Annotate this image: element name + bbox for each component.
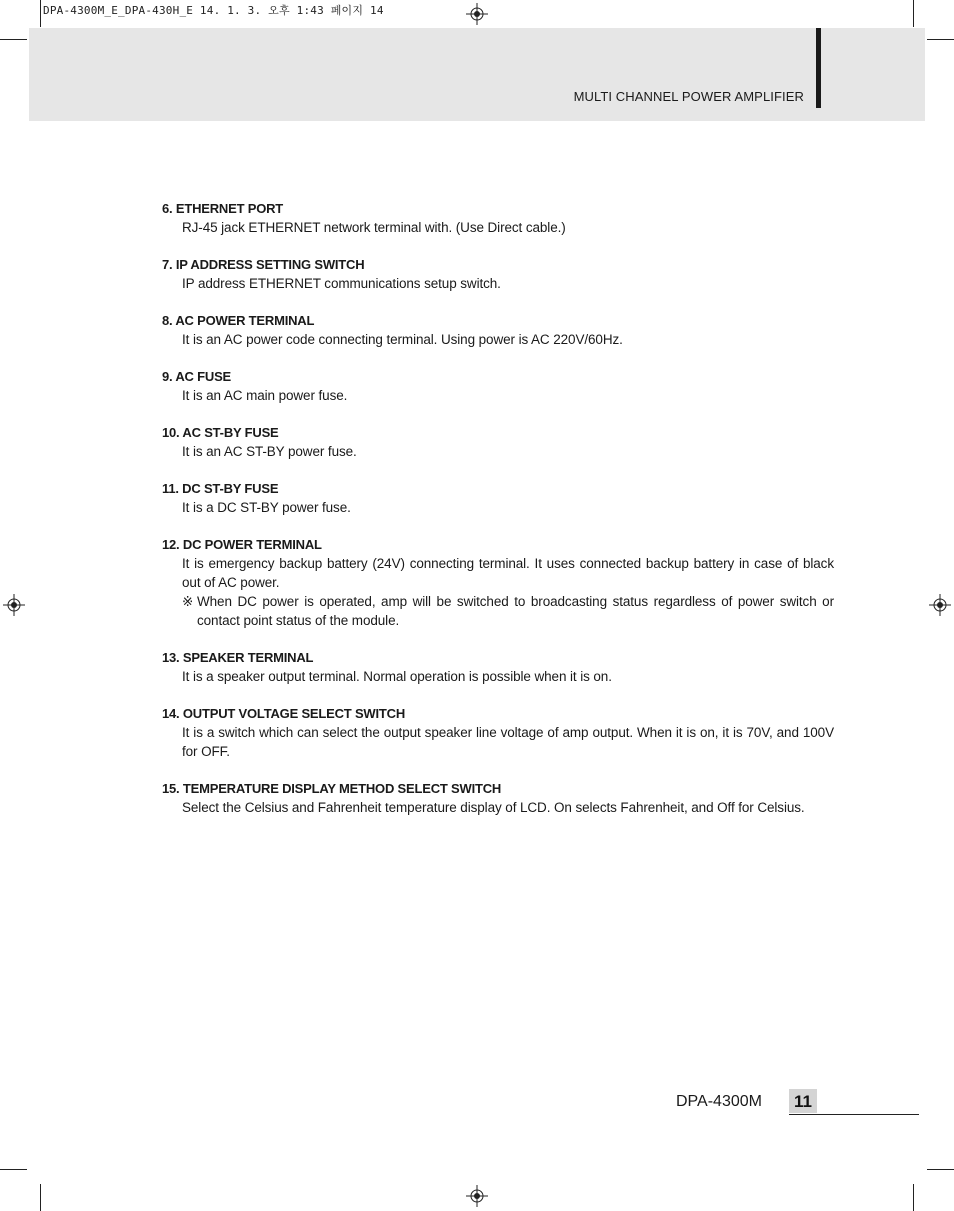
- footer-rule: [789, 1114, 919, 1115]
- item-title: 12. DC POWER TERMINAL: [162, 537, 322, 552]
- item-description: IP address ETHERNET communications setup switch.: [182, 276, 501, 291]
- content-list: [162, 199, 834, 835]
- item-description: Select the Celsius and Fahrenheit temperature display of LCD. On selects Fahrenheit, and Off for Celsius.: [182, 800, 805, 815]
- print-slug: DPA-4300M_E_DPA-430H_E 14. 1. 3. 오후 1:43 페이지 14: [43, 4, 384, 17]
- item-title: 9. AC FUSE: [162, 369, 232, 384]
- item-description: It is an AC power code connecting terminal. Using power is AC 220V/60Hz.: [182, 332, 623, 347]
- item-description: It is a switch which can select the output speaker line voltage of amp output. When it is on, it is 70V, and 100V for OFF.: [182, 725, 834, 759]
- list-item: [162, 255, 834, 293]
- item-description: It is a DC ST-BY power fuse.: [182, 500, 351, 515]
- item-title: 11. DC ST-BY FUSE: [162, 481, 279, 496]
- list-item: [162, 704, 834, 761]
- list-item: [162, 199, 834, 237]
- list-item: [162, 423, 834, 461]
- crop-mark-bottom-left-vertical: [40, 1184, 41, 1211]
- registration-mark-icon: [466, 1185, 488, 1207]
- note-mark-icon: ※: [182, 594, 194, 609]
- crop-mark-bottom-right-vertical: [913, 1184, 914, 1211]
- item-title: 10. AC ST-BY FUSE: [162, 425, 279, 440]
- header-band: [29, 28, 925, 121]
- item-title: 14. OUTPUT VOLTAGE SELECT SWITCH: [162, 706, 406, 721]
- note-text: When DC power is operated, amp will be switched to broadcasting status regardless of power switch or contact point status of the module.: [197, 594, 834, 628]
- item-title: 15. TEMPERATURE DISPLAY METHOD SELECT SWITCH: [162, 781, 502, 796]
- crop-mark-top-left-vertical: [40, 0, 41, 27]
- registration-mark-icon: [929, 594, 951, 616]
- item-title: 8. AC POWER TERMINAL: [162, 313, 315, 328]
- crop-mark-bottom-right-horizontal: [927, 1169, 954, 1170]
- footer-model-name: DPA-4300M: [676, 1093, 762, 1110]
- list-item: [162, 648, 834, 686]
- item-title: 13. SPEAKER TERMINAL: [162, 650, 314, 665]
- crop-mark-top-right-horizontal: [927, 39, 954, 40]
- registration-mark-icon: [3, 594, 25, 616]
- crop-mark-top-right-vertical: [913, 0, 914, 27]
- list-item: [162, 535, 834, 630]
- item-description: It is an AC main power fuse.: [182, 388, 348, 403]
- crop-mark-top-left-horizontal: [0, 39, 27, 40]
- item-title: 6. ETHERNET PORT: [162, 201, 284, 216]
- item-description: It is emergency backup battery (24V) connecting terminal. It uses connected backup battery in case of black out of AC power.: [182, 556, 834, 590]
- list-item: [162, 779, 834, 817]
- header-accent-bar: [816, 28, 821, 108]
- item-note: [182, 592, 834, 630]
- item-title: 7. IP ADDRESS SETTING SWITCH: [162, 257, 365, 272]
- list-item: [162, 479, 834, 517]
- crop-mark-bottom-left-horizontal: [0, 1169, 27, 1170]
- item-description: RJ-45 jack ETHERNET network terminal with. (Use Direct cable.): [182, 220, 566, 235]
- item-description: It is a speaker output terminal. Normal operation is possible when it is on.: [182, 669, 612, 684]
- header-title: MULTI CHANNEL POWER AMPLIFIER: [573, 89, 804, 104]
- list-item: [162, 367, 834, 405]
- item-description: It is an AC ST-BY power fuse.: [182, 444, 357, 459]
- page-number: 11: [794, 1092, 812, 1111]
- registration-mark-icon: [466, 3, 488, 25]
- list-item: [162, 311, 834, 349]
